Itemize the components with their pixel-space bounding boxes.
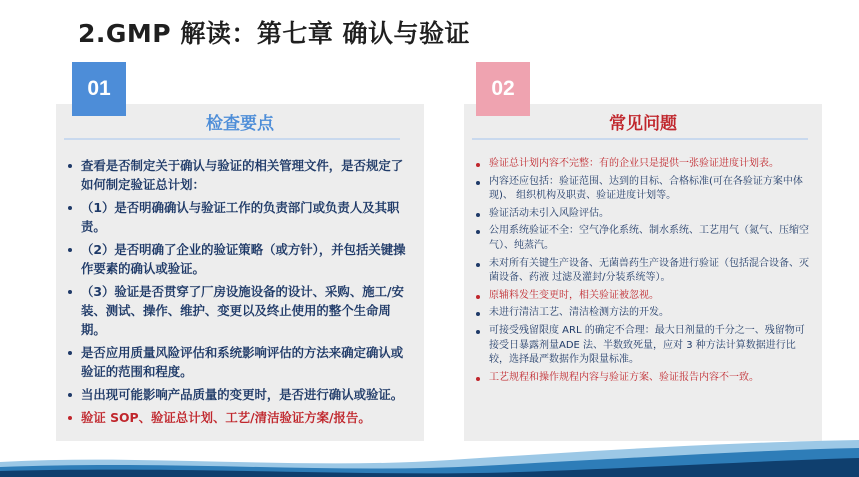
issue-item: 验证活动未引入风险评估。 xyxy=(472,207,812,222)
common-issues-heading: 常见问题 xyxy=(609,114,677,134)
check-point-item: 查看是否制定关于确认与验证的相关管理文件，是否规定了如何制定验证总计划： xyxy=(64,156,410,194)
check-point-item: （1）是否明确确认与验证工作的负责部门或负责人及其职责。 xyxy=(64,198,410,236)
heading-divider-left xyxy=(64,138,400,140)
issue-item: 工艺规程和操作规程内容与验证方案、验证报告内容不一致。 xyxy=(472,371,812,386)
slide-title: 2.GMP 解读：第七章 确认与验证 xyxy=(78,19,471,48)
check-point-item: （3）验证是否贯穿了厂房设施设备的设计、采购、施工/安装、测试、操作、维护、变更以及终止使用的整个生命周期。 xyxy=(64,282,410,339)
issue-item: 原辅料发生变更时，相关验证被忽视。 xyxy=(472,289,812,304)
issue-item: 验证总计划内容不完整：有的企业只是提供一张验证进度计划表。 xyxy=(472,157,812,172)
check-point-item: （2）是否明确了企业的验证策略（或方针），并包括关键操作要素的确认或验证。 xyxy=(64,240,410,278)
heading-divider-right xyxy=(472,138,808,140)
common-issues-list xyxy=(472,157,812,388)
check-points-list xyxy=(64,156,410,431)
issue-item: 未对所有关键生产设备、无菌兽药生产设备进行验证（包括混合设备、灭菌设备、药液 过滤及灌封/分装系统等）。 xyxy=(472,257,812,286)
issue-item: 公用系统验证不全：空气净化系统、制水系统、工艺用气（氮气、压缩空气）、纯蒸汽。 xyxy=(472,224,812,253)
footer-wave-decoration xyxy=(0,440,859,477)
issue-item: 内容还应包括：验证范围、达到的目标、合格标准(可在各验证方案中体现)、 组织机构及职责、验证进度计划等。 xyxy=(472,175,812,204)
section-number-badge-02: 02 xyxy=(476,62,530,116)
check-point-item: 验证 SOP、验证总计划、工艺/清洁验证方案/报告。 xyxy=(64,408,410,427)
check-points-heading: 检查要点 xyxy=(206,114,274,134)
check-point-item: 当出现可能影响产品质量的变更时，是否进行确认或验证。 xyxy=(64,385,410,404)
issue-item: 可接受残留限度 ARL 的确定不合理：最大日剂量的千分之一、残留物可接受日暴露剂量ADE 法、半数致死量，应对 3 种方法计算数据进行比较，选择最严数据作为限量标准。 xyxy=(472,324,812,368)
issue-item: 未进行清洁工艺、清洁检测方法的开发。 xyxy=(472,306,812,321)
check-point-item: 是否应用质量风险评估和系统影响评估的方法来确定确认或验证的范围和程度。 xyxy=(64,343,410,381)
section-number-badge-01: 01 xyxy=(72,62,126,116)
